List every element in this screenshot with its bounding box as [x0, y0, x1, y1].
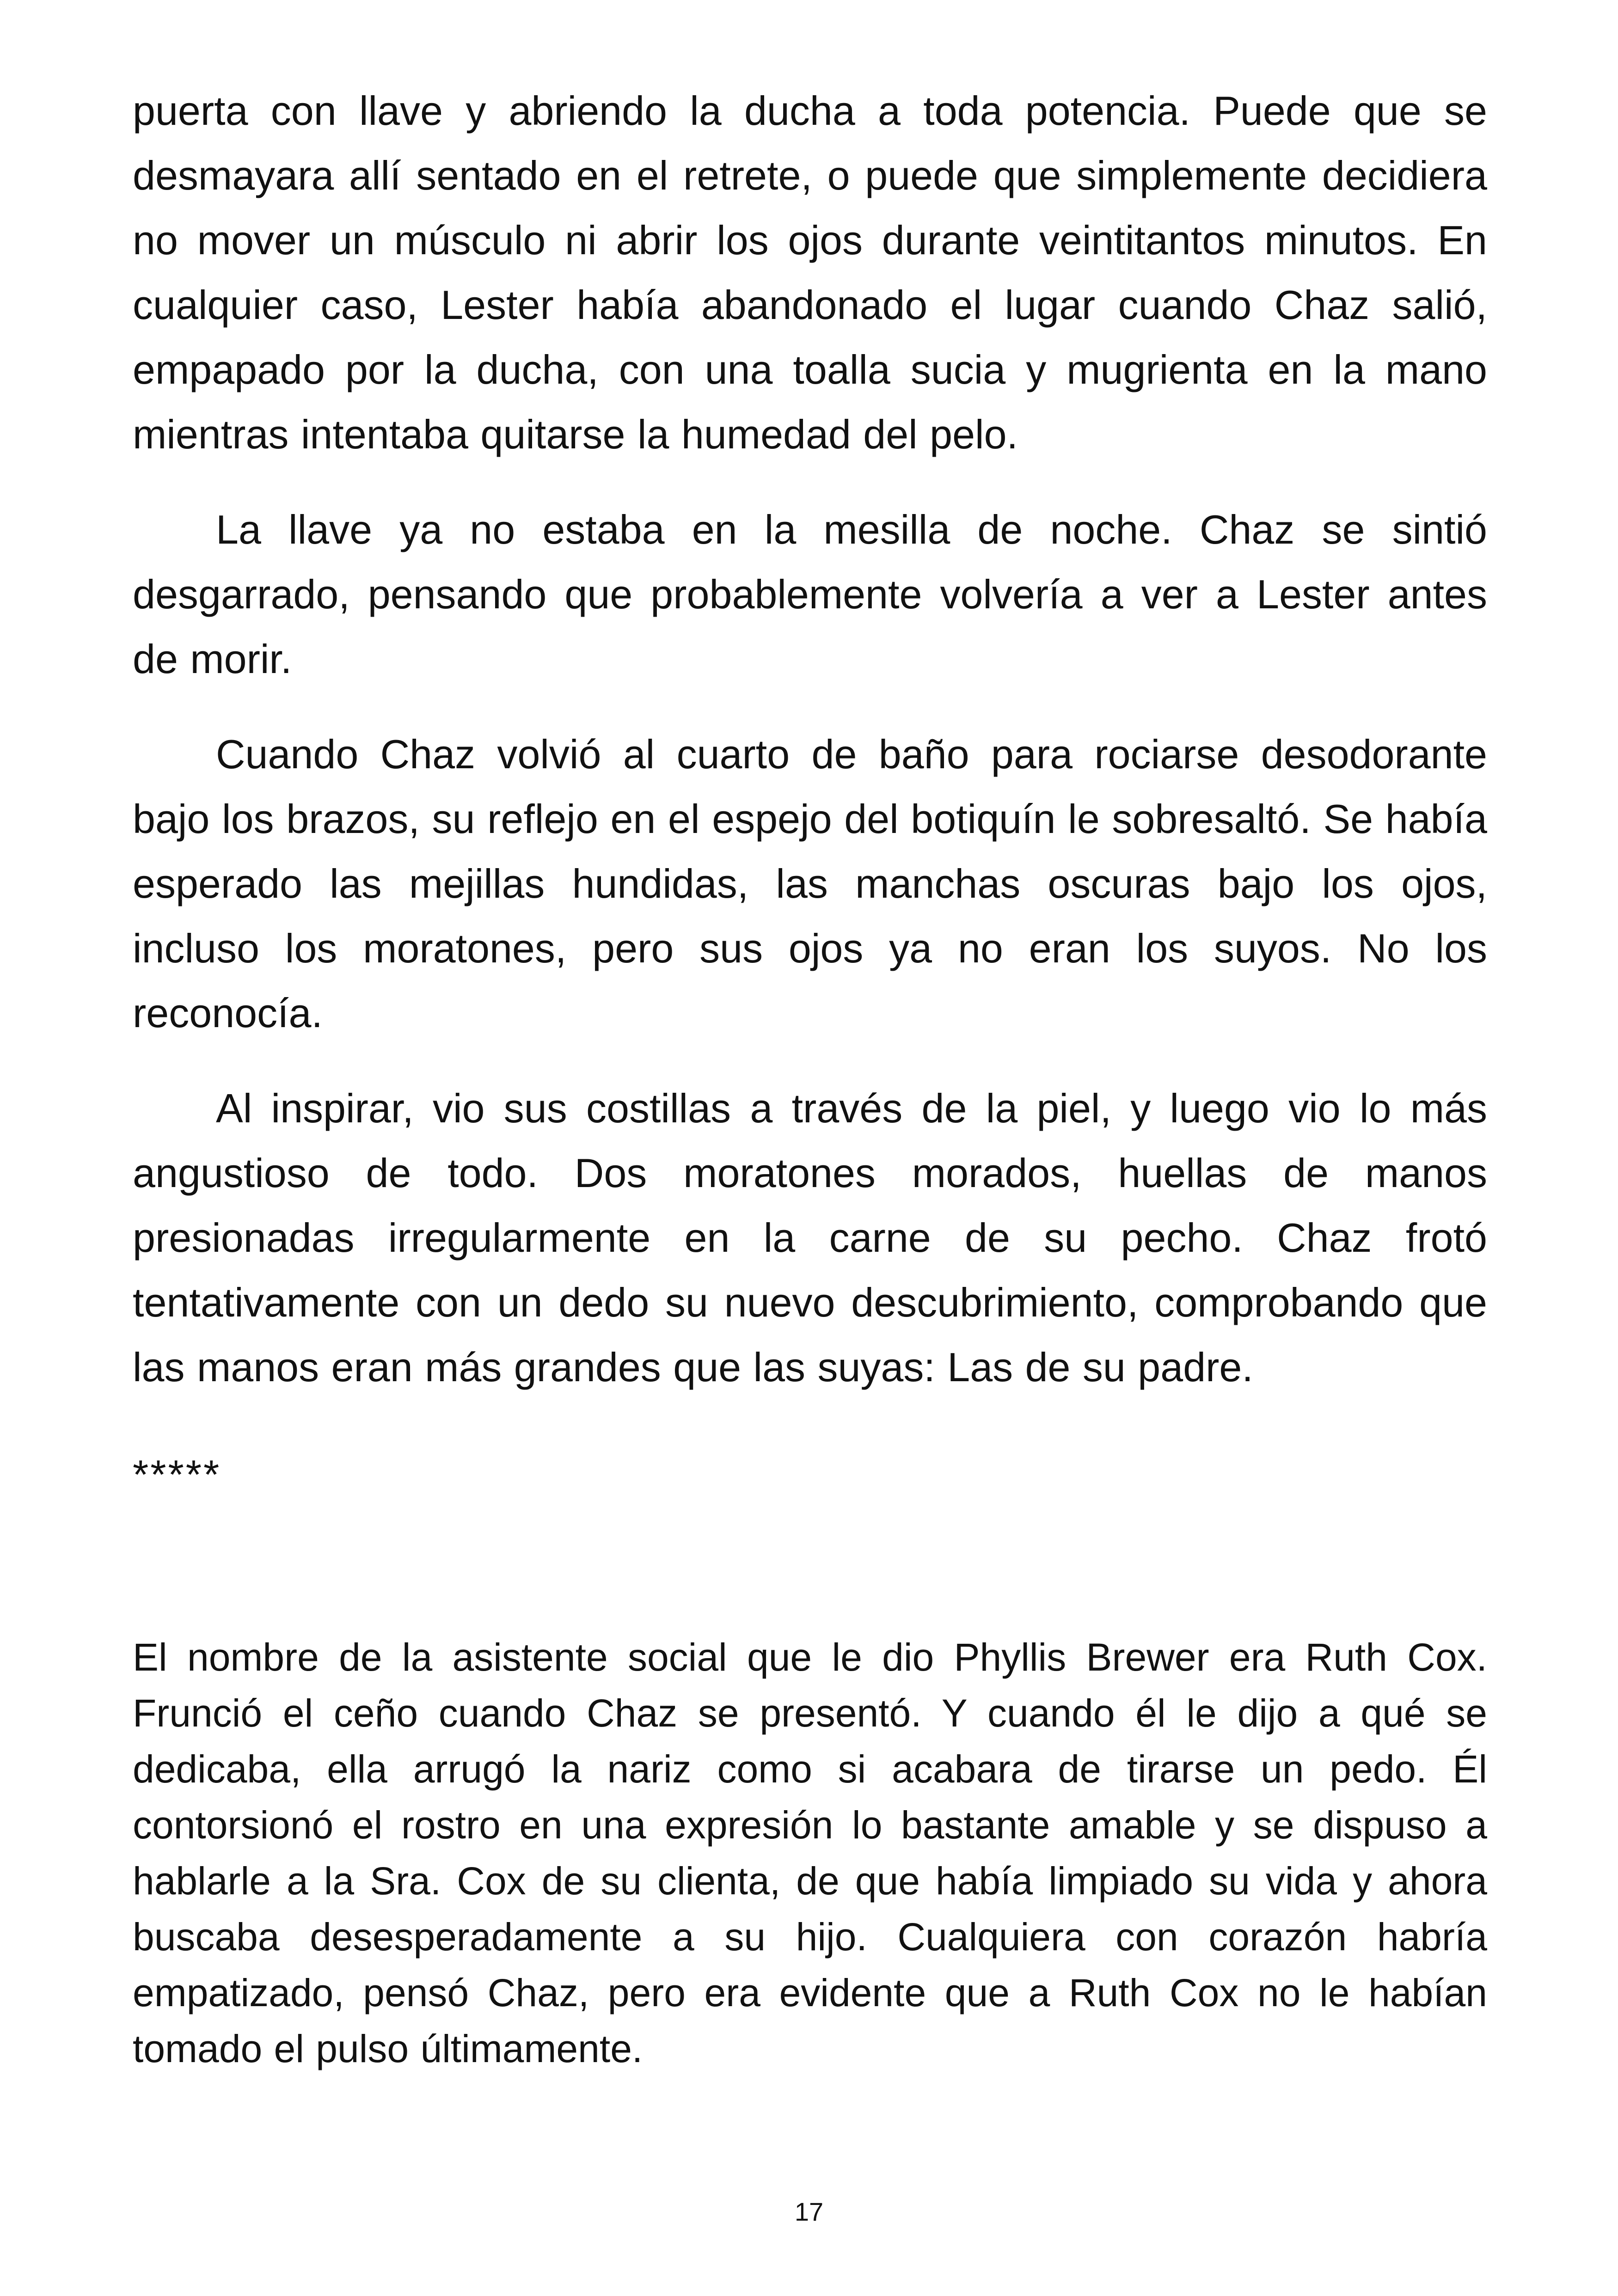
page-body-top [133, 79, 1487, 1400]
paragraph-3: Cuando Chaz volvió al cuarto de baño para rociarse desodorante bajo los brazos, su reflejo en el espejo del botiquín le sobresaltó. Se había esperado las mejillas hundidas, las manchas oscuras bajo los ojos, incluso los moratones, pero sus ojos ya no eran los suyos. No los reconocía. [133, 731, 1487, 1036]
page-number: 17 [794, 2197, 824, 2226]
paragraph-4: Al inspirar, vio sus costillas a través de la piel, y luego vio lo más angustioso de todo. Dos moratones morados, huellas de manos presionadas irregularmente en la carne de su pecho. Chaz frotó tentativamente con un dedo su nuevo descubrimiento, comprobando que las manos eran más grandes que las suyas: Las de su padre. [133, 1085, 1487, 1390]
page-body-bottom [133, 1629, 1487, 2077]
paragraph-1: puerta con llave y abriendo la ducha a toda potencia. Puede que se desmayara allí sentado en el retrete, o puede que simplemente decidiera no mover un músculo ni abrir los ojos durante veintitantos minutos. En cualquier caso, Lester había abandonado el lugar cuando Chaz salió, empapado por la ducha, con una toalla sucia y mugrienta en la mano mientras intentaba quitarse la humedad del pelo. [133, 88, 1487, 457]
paragraph-2: La llave ya no estaba en la mesilla de noche. Chaz se sintió desgarrado, pensando que probablemente volvería a ver a Lester antes de morir. [133, 507, 1487, 682]
section-separator: ***** [133, 1451, 221, 1497]
paragraph-5: El nombre de la asistente social que le dio Phyllis Brewer era Ruth Cox. Frunció el ceño cuando Chaz se presentó. Y cuando él le dijo a qué se dedicaba, ella arrugó la nariz como si acabara de tirarse un pedo. Él contorsionó el rostro en una expresión lo bastante amable y se dispuso a hablarle a la Sra. Cox de su clienta, de que había limpiado su vida y ahora buscaba desesperadamente a su hijo. Cualquiera con corazón habría empatizado, pensó Chaz, pero era evidente que a Ruth Cox no le habían tomado el pulso últimamente. [133, 1635, 1487, 2070]
